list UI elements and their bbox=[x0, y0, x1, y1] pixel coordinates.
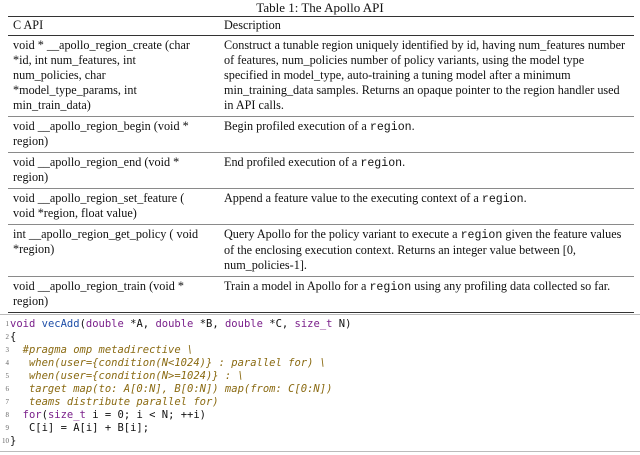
code-text bbox=[10, 370, 244, 383]
line-number: 8 bbox=[5, 411, 9, 419]
code-token: *C, bbox=[262, 318, 295, 330]
code-text bbox=[10, 318, 351, 331]
table-row bbox=[8, 189, 634, 225]
description-text: using any profiling data collected so far. bbox=[411, 279, 611, 293]
code-token: } bbox=[10, 435, 17, 447]
line-number: 5 bbox=[5, 372, 9, 380]
code-token: { bbox=[10, 331, 17, 343]
code-text bbox=[10, 409, 206, 422]
table-row bbox=[8, 117, 634, 153]
code-token: C[i] = A[i] + B[i]; bbox=[10, 422, 150, 434]
table-row bbox=[8, 225, 634, 277]
description-text: Begin profiled execution of a bbox=[224, 119, 370, 133]
api-description-cell bbox=[219, 117, 634, 153]
code-line bbox=[0, 357, 640, 370]
api-signature-cell: int __apollo_region_get_policy ( void *region) bbox=[8, 225, 219, 277]
code-directive: when(user={condition(N>=1024)} : \ bbox=[10, 370, 244, 382]
api-signature-cell: void __apollo_region_train (void * region) bbox=[8, 277, 219, 313]
table-caption: Table 1: The Apollo API bbox=[256, 0, 384, 15]
code-text bbox=[10, 435, 16, 448]
description-text: Train a model in Apollo for a bbox=[224, 279, 370, 293]
code-directive: teams distribute parallel for) bbox=[10, 396, 219, 408]
code-listing bbox=[0, 314, 640, 452]
code-keyword: double bbox=[155, 318, 194, 330]
description-text: Construct a tunable region uniquely identified by id, having num_features number of features, num_policies number of policy variants, using the model type specified in model_type, auto-training a tuning model after a minimum min_training_data samples. Returns an opaque pointer to the region handler used in API calls. bbox=[224, 38, 626, 112]
api-signature-cell: void * __apollo_region_create (char *id, int num_features, int num_policies, char *model_type_params, int min_train_data) bbox=[8, 36, 219, 117]
line-number: 4 bbox=[5, 359, 9, 367]
code-line bbox=[0, 409, 640, 422]
description-text: given the feature values of the enclosing execution context. Returns an integer value between [0, num_policies-1]. bbox=[224, 227, 622, 272]
code-directive: when(user={condition(N<1024)} : parallel for) \ bbox=[10, 357, 327, 369]
line-number: 2 bbox=[5, 333, 9, 341]
api-signature-cell: void __apollo_region_set_feature ( void *region, float value) bbox=[8, 189, 219, 225]
api-description-cell bbox=[219, 153, 634, 189]
code-text bbox=[10, 396, 219, 409]
api-signature-cell: void __apollo_region_begin (void * region) bbox=[8, 117, 219, 153]
code-keyword: double bbox=[224, 318, 263, 330]
column-header-description: Description bbox=[219, 17, 634, 36]
description-text: . bbox=[411, 119, 415, 133]
code-term: region bbox=[481, 193, 524, 206]
code-keyword: void bbox=[10, 318, 36, 330]
table-row bbox=[8, 277, 634, 313]
line-number: 9 bbox=[5, 424, 9, 432]
code-line bbox=[0, 318, 640, 331]
line-number: 10 bbox=[2, 437, 9, 445]
code-term: region bbox=[360, 157, 403, 170]
api-description-cell bbox=[219, 189, 634, 225]
api-description-cell bbox=[219, 36, 634, 117]
code-line bbox=[0, 370, 640, 383]
code-directive: #pragma omp metadirective \ bbox=[10, 344, 194, 356]
code-keyword: size_t bbox=[47, 409, 86, 421]
code-text bbox=[10, 422, 149, 435]
line-number: 3 bbox=[5, 346, 9, 354]
code-text bbox=[10, 383, 332, 396]
code-line bbox=[0, 422, 640, 435]
line-number: 6 bbox=[5, 385, 9, 393]
code-token: i = 0; i < N; ++i) bbox=[85, 409, 206, 421]
line-number: 7 bbox=[5, 398, 9, 406]
code-text bbox=[10, 344, 193, 357]
code-keyword: size_t bbox=[294, 318, 333, 330]
api-description-cell bbox=[219, 225, 634, 277]
code-term: region bbox=[369, 121, 412, 134]
code-term: region bbox=[460, 229, 503, 242]
code-line bbox=[0, 331, 640, 344]
table-row bbox=[8, 153, 634, 189]
code-token: ( bbox=[41, 409, 48, 421]
code-line bbox=[0, 344, 640, 357]
api-description-cell bbox=[219, 277, 634, 313]
code-line bbox=[0, 435, 640, 448]
code-token: *A, bbox=[123, 318, 156, 330]
code-term: region bbox=[369, 281, 412, 294]
table-row bbox=[8, 36, 634, 117]
line-number: 1 bbox=[5, 320, 9, 328]
code-token: *B, bbox=[193, 318, 225, 330]
description-text: Query Apollo for the policy variant to execute a bbox=[224, 227, 461, 241]
api-signature-cell: void __apollo_region_end (void * region) bbox=[8, 153, 219, 189]
code-text bbox=[10, 331, 16, 344]
code-keyword: for bbox=[22, 409, 42, 421]
code-token: N) bbox=[332, 318, 352, 330]
description-text: Append a feature value to the executing context of a bbox=[224, 191, 482, 205]
description-text: . bbox=[402, 155, 406, 169]
code-line bbox=[0, 396, 640, 409]
description-text: . bbox=[523, 191, 527, 205]
column-header-c-api: C API bbox=[8, 17, 219, 36]
code-token bbox=[10, 409, 23, 421]
code-text bbox=[10, 357, 326, 370]
description-text: End profiled execution of a bbox=[224, 155, 361, 169]
code-token: ( bbox=[79, 318, 86, 330]
code-line bbox=[0, 383, 640, 396]
code-function-name: vecAdd bbox=[41, 318, 80, 330]
apollo-api-table bbox=[8, 16, 634, 313]
code-directive: target map(to: A[0:N], B[0:N]) map(from: C[0:N]) bbox=[10, 383, 333, 395]
table-header-row bbox=[8, 17, 634, 36]
code-keyword: double bbox=[85, 318, 124, 330]
